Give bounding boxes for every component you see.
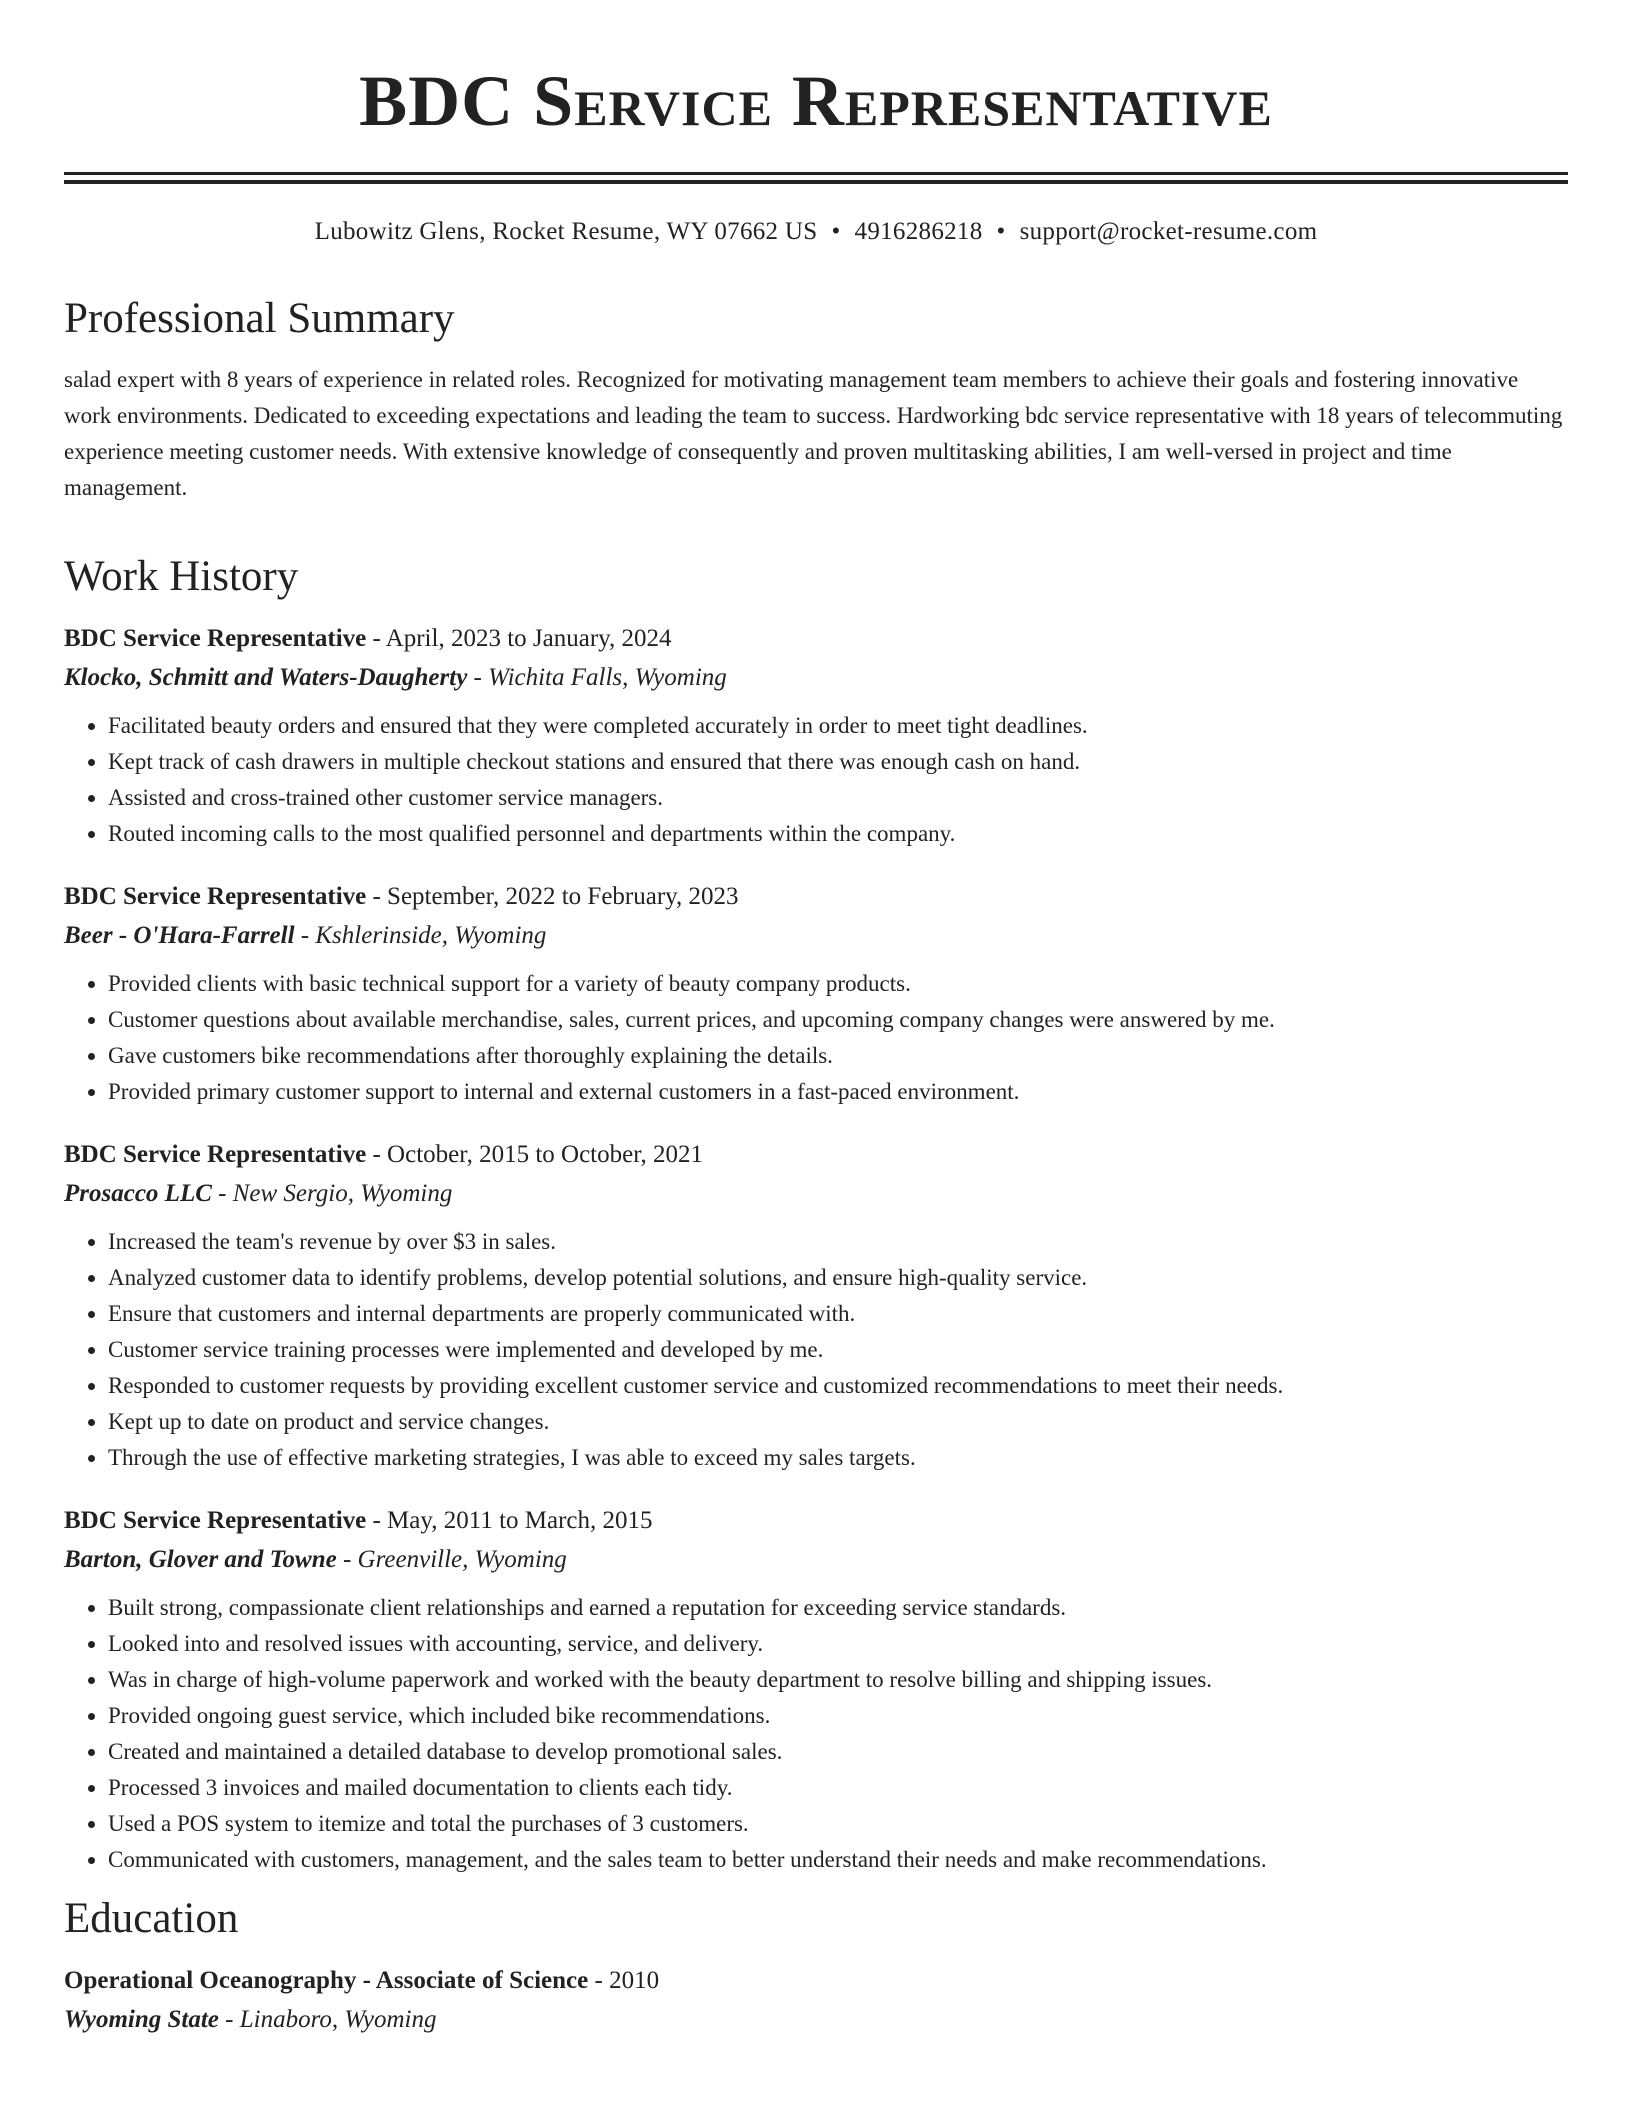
job-bullet: • Was in charge of high-volume paperwork and worked with the beauty department to resolve billing and shipping issues. bbox=[108, 1662, 1568, 1698]
education-degree-line bbox=[64, 1962, 1568, 2000]
job-bullet: • Kept up to date on product and service changes. bbox=[108, 1404, 1568, 1440]
job-bullet: • Kept track of cash drawers in multiple checkout stations and ensured that there was enough cash on hand. bbox=[108, 744, 1568, 780]
job-bullet: • Provided primary customer support to internal and external customers in a fast-paced environment. bbox=[108, 1074, 1568, 1110]
education-degree: Operational Oceanography - Associate of Science bbox=[64, 1967, 589, 1994]
summary-text: salad expert with 8 years of experience in related roles. Recognized for motivating management team members to achieve their goals and fostering innovative work environments. Dedicated to exceeding expectations and leading the team to success. Hardworking bdc service representative with 18 years of telecommuting experience meeting customer needs. With extensive knowledge of consequently and proven multitasking abilities, I am well-versed in project and time management. bbox=[64, 367, 1563, 500]
job-title: BDC Service Representative bbox=[64, 883, 367, 910]
education-location: - Linaboro, Wyoming bbox=[218, 2006, 437, 2033]
job-bullet: • Used a POS system to itemize and total the purchases of 3 customers. bbox=[108, 1806, 1568, 1842]
job-dates: - September, 2022 to February, 2023 bbox=[366, 883, 739, 910]
job-title-line bbox=[64, 878, 1568, 916]
job-title-line bbox=[64, 620, 1568, 658]
summary-heading: Professional Summary bbox=[64, 295, 455, 342]
contact-separator: • bbox=[831, 218, 841, 245]
title-rule-bottom bbox=[64, 180, 1568, 184]
job-bullet: • Built strong, compassionate client relationships and earned a reputation for exceeding service standards. bbox=[108, 1590, 1568, 1626]
education-heading: Education bbox=[64, 1895, 239, 1942]
job-bullet: • Customer questions about available merchandise, sales, current prices, and upcoming company changes were answered by me. bbox=[108, 1002, 1568, 1038]
contact-address: Lubowitz Glens, Rocket Resume, WY 07662 US bbox=[314, 218, 818, 245]
job-company: Prosacco LLC bbox=[64, 1180, 212, 1207]
job-company-line bbox=[64, 658, 1568, 698]
job-entry bbox=[64, 1136, 1568, 1476]
job-location: - Wichita Falls, Wyoming bbox=[467, 664, 727, 691]
resume-title: BDC Service Representative bbox=[359, 61, 1273, 141]
job-title: BDC Service Representative bbox=[64, 625, 367, 652]
title-rule-top bbox=[64, 172, 1568, 175]
job-bullet: • Customer service training processes were implemented and developed by me. bbox=[108, 1332, 1568, 1368]
job-bullets bbox=[64, 966, 1568, 1110]
contact-line bbox=[64, 216, 1568, 248]
job-location: - Kshlerinside, Wyoming bbox=[294, 922, 547, 949]
job-company-line bbox=[64, 916, 1568, 956]
job-bullets bbox=[64, 708, 1568, 852]
job-title: BDC Service Representative bbox=[64, 1507, 367, 1534]
job-location: - Greenville, Wyoming bbox=[336, 1546, 567, 1573]
contact-phone: 4916286218 bbox=[854, 218, 983, 245]
job-bullet: • Processed 3 invoices and mailed documentation to clients each tidy. bbox=[108, 1770, 1568, 1806]
job-bullet: • Provided clients with basic technical support for a variety of beauty company products. bbox=[108, 966, 1568, 1002]
job-company: Beer - O'Hara-Farrell bbox=[64, 922, 295, 949]
contact-separator: • bbox=[996, 218, 1006, 245]
job-bullets bbox=[64, 1590, 1568, 1878]
job-dates: - October, 2015 to October, 2021 bbox=[366, 1141, 704, 1168]
job-bullet: • Responded to customer requests by providing excellent customer service and customized recommendations to meet their needs. bbox=[108, 1368, 1568, 1404]
education-school-line bbox=[64, 2000, 1568, 2040]
job-title: BDC Service Representative bbox=[64, 1141, 367, 1168]
job-entry bbox=[64, 878, 1568, 1110]
work-history-heading: Work History bbox=[64, 553, 299, 600]
job-title-line bbox=[64, 1136, 1568, 1174]
job-company: Barton, Glover and Towne bbox=[64, 1546, 337, 1573]
job-bullet: • Looked into and resolved issues with accounting, service, and delivery. bbox=[108, 1626, 1568, 1662]
education-school: Wyoming State bbox=[64, 2006, 219, 2033]
job-company: Klocko, Schmitt and Waters-Daugherty bbox=[64, 664, 468, 691]
job-bullet: • Ensure that customers and internal departments are properly communicated with. bbox=[108, 1296, 1568, 1332]
job-bullet: • Gave customers bike recommendations after thoroughly explaining the details. bbox=[108, 1038, 1568, 1074]
education-year: - 2010 bbox=[588, 1967, 660, 1994]
job-company-line bbox=[64, 1540, 1568, 1580]
job-bullet: • Facilitated beauty orders and ensured that they were completed accurately in order to meet tight deadlines. bbox=[108, 708, 1568, 744]
job-dates: - May, 2011 to March, 2015 bbox=[366, 1507, 653, 1534]
contact-email: support@rocket-resume.com bbox=[1019, 218, 1318, 245]
job-title-line bbox=[64, 1502, 1568, 1540]
job-entry bbox=[64, 620, 1568, 852]
job-bullet: • Created and maintained a detailed database to develop promotional sales. bbox=[108, 1734, 1568, 1770]
education-entry bbox=[64, 1962, 1568, 2040]
job-entry bbox=[64, 1502, 1568, 1878]
job-bullet: • Communicated with customers, management, and the sales team to better understand their needs and make recommendations. bbox=[108, 1842, 1568, 1878]
job-bullet: • Increased the team's revenue by over $3 in sales. bbox=[108, 1224, 1568, 1260]
job-bullets bbox=[64, 1224, 1568, 1476]
job-dates: - April, 2023 to January, 2024 bbox=[366, 625, 672, 652]
job-company-line bbox=[64, 1174, 1568, 1214]
job-bullet: • Analyzed customer data to identify problems, develop potential solutions, and ensure high-quality service. bbox=[108, 1260, 1568, 1296]
job-location: - New Sergio, Wyoming bbox=[211, 1180, 453, 1207]
job-bullet: • Assisted and cross-trained other customer service managers. bbox=[108, 780, 1568, 816]
job-bullet: • Routed incoming calls to the most qualified personnel and departments within the company. bbox=[108, 816, 1568, 852]
job-bullet: • Through the use of effective marketing strategies, I was able to exceed my sales targets. bbox=[108, 1440, 1568, 1476]
job-bullet: • Provided ongoing guest service, which included bike recommendations. bbox=[108, 1698, 1568, 1734]
